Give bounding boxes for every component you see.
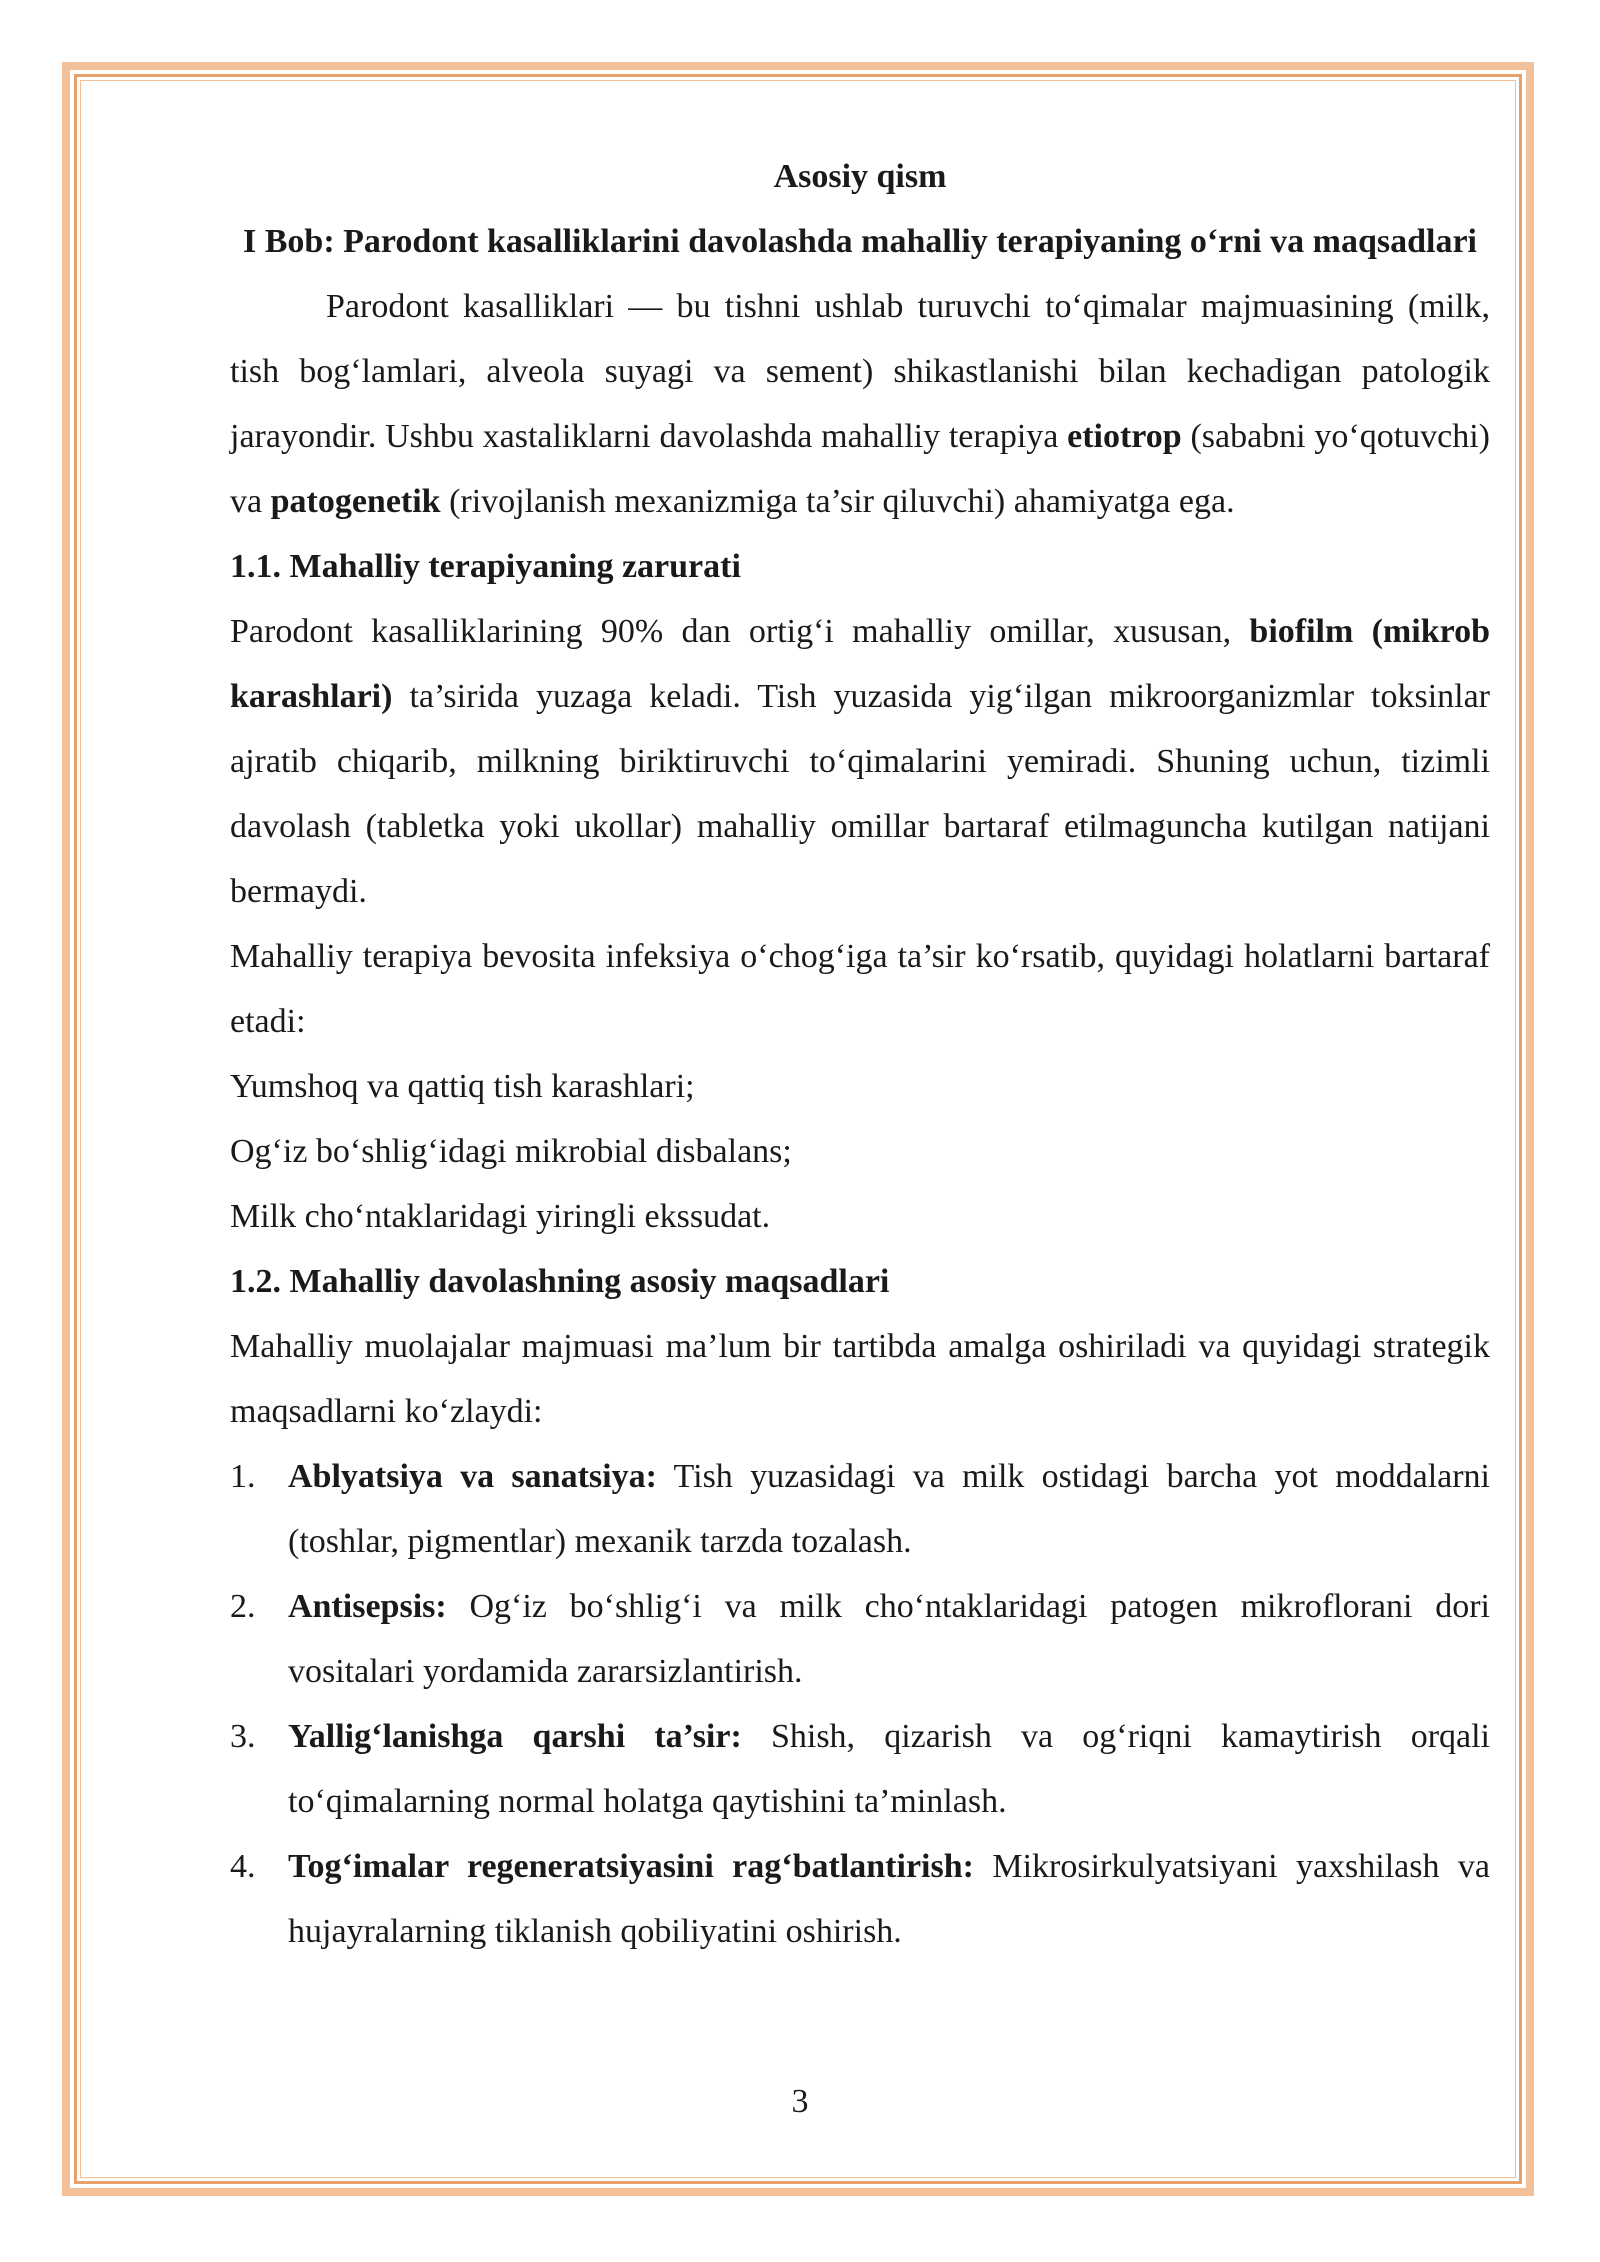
intro-text-1: Parodont kasalliklari — bu tishni ushlab turuvchi to‘qimalar majmuasining (milk, tish bog‘lamlari, alveola suyagi va sement) shikastlanishi bilan kechadigan patologik jarayondir. Ushbu xastaliklarni davolashda mahalliy terapiya [230,288,1490,455]
intro-bold-etiotrop: etiotrop [1067,418,1182,455]
intro-bold-patogenetik: patogenetik [270,483,441,520]
goal-number: 1. [230,1458,256,1495]
section-1-p1-text-2: ta’sirida yuzaga keladi. Tish yuzasida yig‘ilgan mikroorganizmlar toksinlar ajratib chiqarib, milkning biriktiruvchi to‘qimalarini yemiradi. Shuning uchun, tizimli davolash (tabletka yoki ukollar) mahalliy omillar bartaraf etilmaguncha kutilgan natijani bermaydi. [230,678,1490,910]
section-1-p1-text-1: Parodont kasalliklarining 90% dan ortig‘i mahalliy omillar, xususan, [230,613,1250,650]
goal-item [230,1834,1490,1964]
chapter-title: I Bob: Parodont kasalliklarini davolashda mahalliy terapiyaning o‘rni va maqsadlari [243,223,1477,260]
goal-number: 4. [230,1848,256,1885]
section-2-heading: 1.2. Mahalliy davolashning asosiy maqsadlari [230,1263,890,1300]
goal-title: Antisepsis: [288,1588,447,1625]
goal-title: Tog‘imalar regeneratsiyasini rag‘batlantirish: [288,1848,974,1885]
section-1-list-item: Milk cho‘ntaklaridagi yiringli ekssudat. [230,1198,771,1235]
document-body [230,144,1490,1964]
section-1-heading: 1.1. Mahalliy terapiyaning zarurati [230,548,741,585]
intro-text-3: (rivojlanish mexanizmiga ta’sir qiluvchi) ahamiyatga ega. [440,483,1235,520]
page-number: 3 [791,2083,809,2120]
section-1-list-item: Yumshoq va qattiq tish karashlari; [230,1068,695,1105]
page-title: Asosiy qism [773,158,947,195]
goal-item [230,1444,1490,1574]
goals-list [230,1444,1490,1964]
section-2-intro: Mahalliy muolajalar majmuasi ma’lum bir tartibda amalga oshiriladi va quyidagi strategik maqsadlarni ko‘zlaydi: [230,1328,1490,1430]
goal-text: Mikrosirkulyatsiyani yaxshilash va hujayralarning tiklanish qobiliyatini oshirish. [288,1848,1491,1950]
goal-title: Yallig‘lanishga qarshi ta’sir: [288,1718,742,1755]
intro-paragraph [230,274,1490,534]
section-1-p1-bold-biofilm: biofilm (mikrob karashlari) [230,613,1490,715]
goal-number: 3. [230,1718,256,1755]
goal-item [230,1574,1490,1704]
section-1-paragraph-1 [230,599,1490,924]
goal-text: Shish, qizarish va og‘riqni kamaytirish orqali to‘qimalarning normal holatga qaytishini ta’minlash. [288,1718,1490,1820]
goal-title: Ablyatsiya va sanatsiya: [288,1458,657,1495]
intro-text-2: (sababni yo‘qotuvchi) va [230,418,1491,520]
goal-text: Og‘iz bo‘shlig‘i va milk cho‘ntaklaridagi patogen mikroflorani dori vositalari yordamida zararsizlantirish. [288,1588,1490,1690]
goal-number: 2. [230,1588,256,1625]
goal-item [230,1704,1490,1834]
section-1-list-item: Og‘iz bo‘shlig‘idagi mikrobial disbalans; [230,1133,792,1170]
section-1-paragraph-2: Mahalliy terapiya bevosita infeksiya o‘chog‘iga ta’sir ko‘rsatib, quyidagi holatlarni bartaraf etadi: [230,938,1490,1040]
goal-text: Tish yuzasidagi va milk ostidagi barcha yot moddalarni (toshlar, pigmentlar) mexanik tarzda tozalash. [288,1458,1491,1560]
